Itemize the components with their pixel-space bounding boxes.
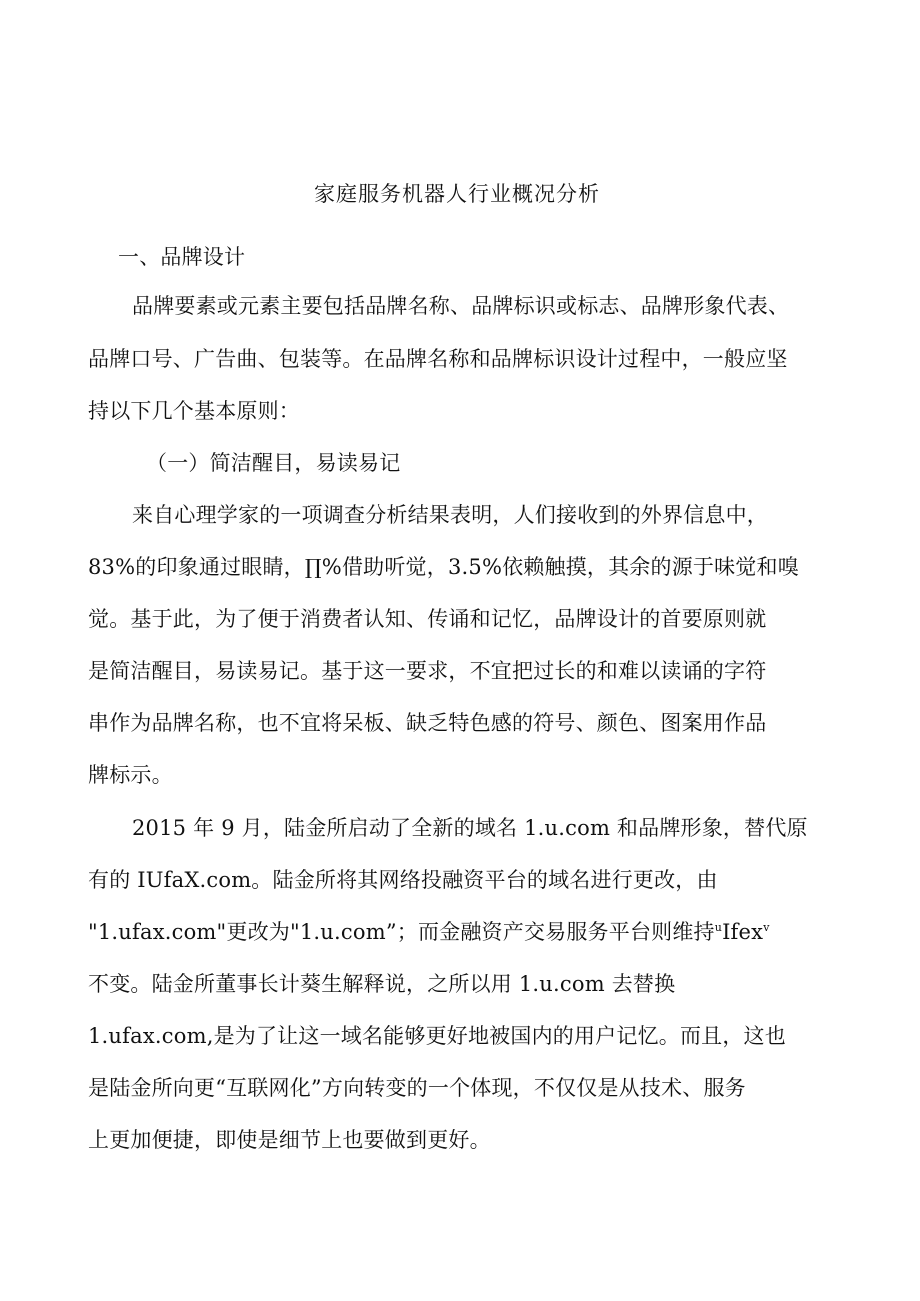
paragraph-line: 牌标示。 [88,763,173,787]
paragraph-text: "1.ufax.com"更改为"1.u.com”；而金融资产交易服务平台则维持 [88,920,715,944]
superscript-mark: u [714,921,723,934]
paragraph-line: 品牌口号、广告曲、包装等。在品牌名称和品牌标识设计过程中，一般应坚 [88,347,788,371]
paragraph-line: 2015 年 9 月，陆金所启动了全新的域名 1.u.com 和品牌形象，替代原 [132,816,808,840]
subheading: （一）简洁醒目，易读易记 [146,451,401,475]
document-title: 家庭服务机器人行业概况分析 [314,182,600,206]
paragraph-line: 持以下几个基本原则： [88,399,300,423]
paragraph-line: 是陆金所向更“互联网化”方向转变的一个体现，不仅仅是从技术、服务 [88,1076,746,1100]
superscript-mark: v [763,921,770,934]
paragraph-line: 来自心理学家的一项调查分析结果表明，人们接收到的外界信息中， [132,503,768,527]
paragraph-text: Ifex [722,920,764,944]
paragraph-line: 品牌要素或元素主要包括品牌名称、品牌标识或标志、品牌形象代表、 [132,294,790,318]
paragraph-line: 串作为品牌名称，也不宜将呆板、缺乏特色感的符号、颜色、图案用作品 [88,711,767,735]
paragraph-line: 不变。陆金所董事长计葵生解释说，之所以用 1.u.com 去替换 [88,972,676,996]
paragraph-line: 有的 IUfaX.com。陆金所将其网络投融资平台的域名进行更改，由 [88,868,718,892]
paragraph-line: 上更加便捷，即使是细节上也要做到更好。 [88,1128,491,1152]
paragraph-line [88,918,770,946]
section-heading: 一、品牌设计 [118,245,246,269]
paragraph-line: 83%的印象通过眼睛，∏%借助听觉，3.5%依赖触摸，其余的源于味觉和嗅 [88,555,799,579]
paragraph-line: 觉。基于此，为了便于消费者认知、传诵和记忆，品牌设计的首要原则就 [88,607,767,631]
paragraph-line: 是简洁醒目，易读易记。基于这一要求，不宜把过长的和难以读诵的字符 [88,659,767,683]
paragraph-line: 1.ufax.com,是为了让这一域名能够更好地被国内的用户记忆。而且，这也 [88,1024,786,1048]
